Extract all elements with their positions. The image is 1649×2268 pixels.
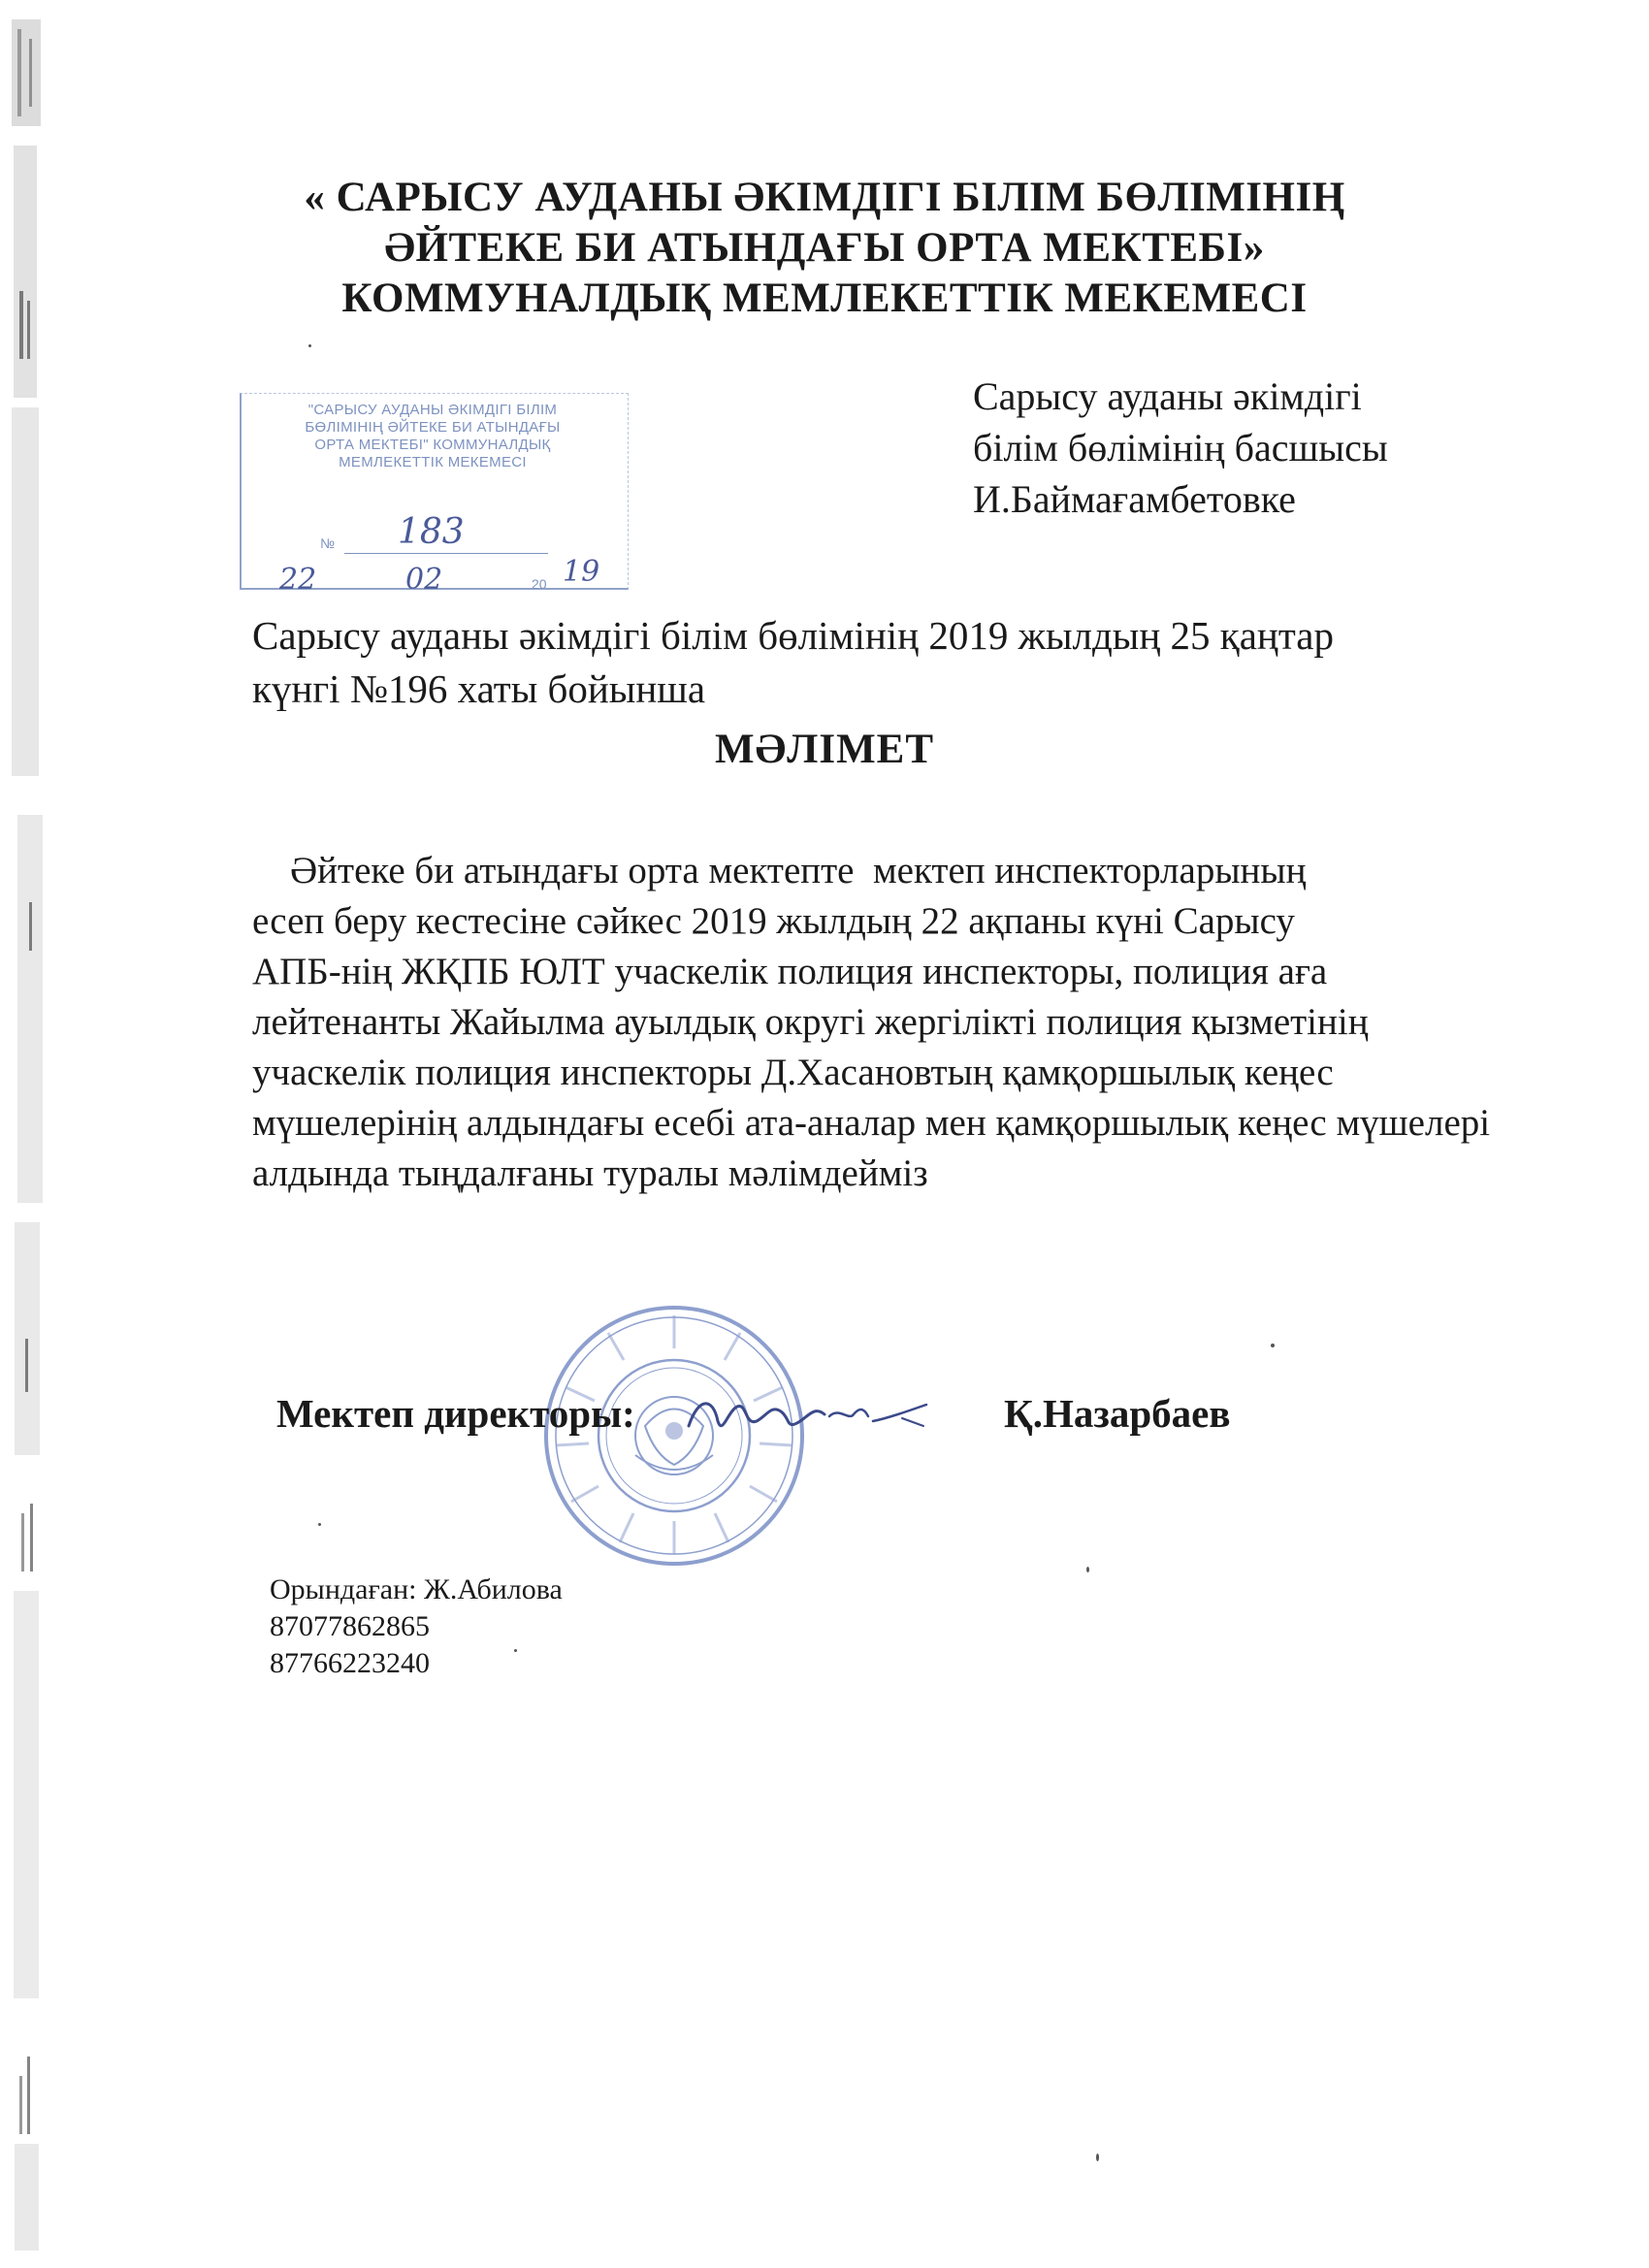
scan-speck: [514, 1649, 517, 1652]
registration-number: 183: [398, 512, 465, 552]
document-title: МӘЛІМЕТ: [714, 727, 935, 772]
scan-speck: [318, 1523, 321, 1526]
scan-speck: [1271, 1344, 1275, 1347]
executor-block: [270, 1571, 563, 1682]
body-line-5: учаскелік полиция инспекторы Д.Хасановтың қамқоршылық кеңес: [252, 1052, 1334, 1093]
body-paragraph: [252, 846, 1523, 1199]
header-line-1: « САРЫСУ АУДАНЫ ӘКІМДІГІ БІЛІМ БӨЛІМІНІҢ: [304, 175, 1345, 220]
registration-stamp-text: [242, 402, 623, 471]
recipient-line-1: Сарысу ауданы әкімдігі: [973, 374, 1362, 418]
body-line-3: АПБ-нің ЖҚПБ ЮЛТ учаскелік полиция инспекторы, полиция аға: [252, 951, 1328, 992]
body-line-7: алдында тыңдалғаны туралы мәлімдейміз: [252, 1152, 928, 1194]
recipient-block: [973, 371, 1388, 525]
executor-label: Орындаған: Ж.Абилова: [270, 1573, 563, 1605]
handwritten-signature-icon: [669, 1377, 941, 1455]
scan-speck: [1096, 2154, 1099, 2161]
body-line-1: Әйтеке би атындағы орта мектепте мектеп инспекторларының: [252, 850, 1307, 891]
registration-date-year-prefix: 20: [532, 576, 547, 592]
signer-title: Мектеп директоры:: [276, 1391, 635, 1436]
stamp-line-4: МЕМЛЕКЕТТІК МЕКЕМЕСІ: [339, 454, 527, 470]
header-line-3: КОММУНАЛДЫҚ МЕМЛЕКЕТТІК МЕКЕМЕСІ: [341, 275, 1308, 321]
scan-speck: [308, 344, 311, 347]
recipient-line-2: білім бөлімінің басшысы: [973, 426, 1388, 470]
header-line-2: ӘЙТЕКЕ БИ АТЫНДАҒЫ ОРТА МЕКТЕБІ»: [384, 225, 1265, 271]
reference-line-1: Сарысу ауданы әкімдігі білім бөлімінің 2019 жылдың 25 қаңтар: [252, 613, 1334, 658]
signer-name: Қ.Назарбаев: [1004, 1391, 1231, 1436]
registration-number-label: №: [320, 535, 336, 551]
recipient-line-3: И.Баймағамбетовке: [973, 477, 1296, 521]
reference-line-2: күнгі №196 хаты бойынша: [252, 666, 706, 711]
executor-phone-2: 87766223240: [270, 1647, 430, 1679]
registration-date-day: 22: [279, 563, 317, 597]
body-line-6: мүшелерінің алдындағы есебі ата-аналар мен қамқоршылық кеңес мүшелері: [252, 1102, 1491, 1144]
registration-date-year: 19: [563, 555, 600, 589]
registration-date-month: 02: [405, 563, 443, 597]
executor-phone-1: 87077862865: [270, 1610, 430, 1642]
reference-line: [252, 609, 1513, 716]
scan-speck: [1086, 1567, 1089, 1572]
document-header: [0, 173, 1649, 324]
scan-edge-noise: [0, 0, 68, 2268]
body-line-2: есеп беру кестесіне сәйкес 2019 жылдың 22 ақпаны күні Сарысу: [252, 900, 1295, 942]
stamp-line-2: БӨЛІМІНІҢ ӘЙТЕКЕ БИ АТЫНДАҒЫ: [305, 419, 561, 436]
stamp-line-1: "САРЫСУ АУДАНЫ ӘКІМДІГІ БІЛІМ: [307, 402, 558, 418]
body-line-4: лейтенанты Жайылма ауылдық округі жергілікті полиция қызметінің: [252, 1001, 1369, 1043]
registration-number-line: [344, 553, 548, 554]
stamp-line-3: ОРТА МЕКТЕБІ" КОММУНАЛДЫҚ: [314, 437, 551, 453]
